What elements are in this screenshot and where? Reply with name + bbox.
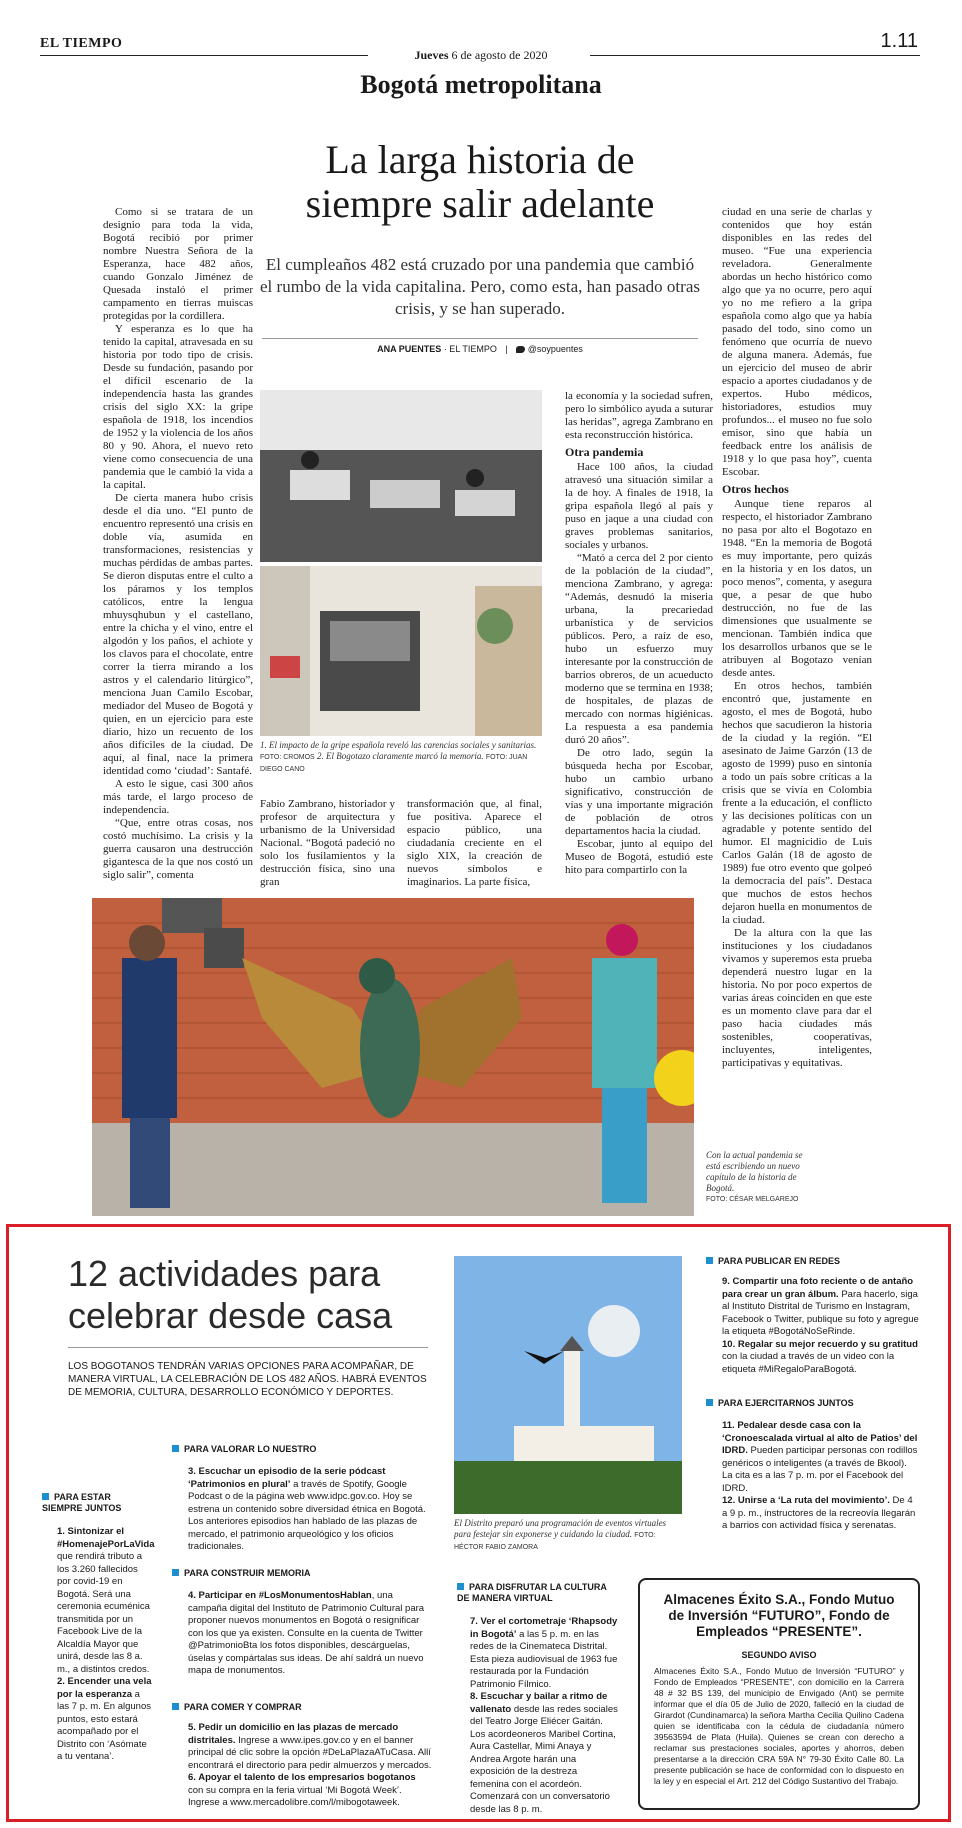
activity-text: a las 7 p. m. En algunos puntos, esto estará acompañado por el Distrito con ‘Asómate a tu ventana’. <box>57 1688 151 1762</box>
activity-item <box>57 1526 153 1676</box>
paragraph: “Que, entre otras cosas, nos costó muchísimo. La crisis y la guerra causaron una destrucción gigantesca de la que nos costó un siglo salir”, comenta <box>103 817 253 881</box>
costume-bird-photo-art <box>92 898 694 1216</box>
activity-list-cultura <box>470 1616 618 1816</box>
headline-line-2: siempre salir adelante <box>305 181 655 226</box>
category-redes: PARA PUBLICAR EN REDES <box>706 1256 920 1267</box>
page-number: 1.11 <box>880 30 918 52</box>
deck-rule <box>262 338 698 339</box>
notice-subtitle: SEGUNDO AVISO <box>741 1650 817 1660</box>
paragraph: Escobar, junto al equipo del Museo de Bogotá, estudió este hito para compartirlo con la <box>565 838 713 876</box>
activity-text: , una campaña digital del Instituto de Patrimonio Cultural para proponer nuevos monumentos en Bogotá o resignificar con los que ya existen. Consulte en la cuenta de Twitter @PatrimonioBta los fotos disponibles, descárguelas, úselas y compártalas sus ideas. De ahí saldrá un nuevo mapa de monumentos. <box>188 1590 425 1676</box>
activity-title: 9. Compartir una foto reciente o de antaño para crear un gran álbum. <box>722 1276 914 1300</box>
paragraph: Como si se tratara de un designio para toda la vida, Bogotá recibió por primer nombre Nuestra Señora de la Esperanza, hace 482 años, cuando Gonzalo Jiménez de Quesada instaló el primer campamento en tierras muiscas protegidas por la cordillera. <box>103 206 253 322</box>
feature-photo-caption <box>454 1518 682 1553</box>
activity-title: 3. Escuchar un episodio de la serie pódcast ‘Patrimonios en plural’ <box>188 1466 386 1490</box>
monserrate-photo <box>454 1256 682 1514</box>
category-memoria: PARA CONSTRUIR MEMORIA <box>172 1568 432 1579</box>
activity-item <box>57 1676 153 1764</box>
article-column-2a <box>260 798 395 889</box>
activity-text: Para hacerlo, siga al Instituto Distrital de Turismo en Instagram, Facebook o Twitter, publique su foto y agregue la etiqueta #BogotáNoSeRinde. <box>722 1288 919 1337</box>
paragraph: transformación que, al final, fue positiva. Aparece el espacio público, una ciudadanía creciente en el siglo XIX, la creación de nuevos símbolos e imaginarios. La parte física, <box>407 798 542 888</box>
paragraph: De la altura con la que las instituciones y los ciudadanos vivamos y superemos esta prueba dependerá nuestro lugar en la historia. No por poco expertos de varias áreas coinciden en que este es un momento clave para dar el paso hacia ciudades más sostenibles, cooperativas, incluyentes, inteligentes, participativas y equitativas. <box>722 927 872 1069</box>
activity-list-ejercitar <box>722 1420 920 1533</box>
masthead-rule-right <box>590 55 920 56</box>
paragraph: De cierta manera hubo crisis desde el día uno. “El punto de encuentro representó una crisis en doble vía, asumida en transformaciones, resistencias y muchas pérdidas de ambas partes. Se dieron disputas entre el culto a los páramos y los templos católicos, entre la lengua mhuysqhubun y el castellano, entre la chicha y el vino, entre el algodón y los paños, el achiote y los clavos para el chocolate, entre correr la tierra mirando a los astros y el calendario litúrgico”, menciona Juan Camilo Escobar, mediador del Museo de Bogotá y quien, en un ejercicio para este diario, hizo un recuento de los años difíciles de la ciudad. De aquí, al final, nace la primera identidad como ‘ciudad’: Santafé. <box>103 492 253 777</box>
category-comer: PARA COMER Y COMPRAR <box>172 1702 432 1713</box>
article-column-1 <box>103 206 253 882</box>
activity-item <box>470 1691 618 1816</box>
paragraph: A esto le sigue, casi 300 años más tarde, el largo proceso de independencia. <box>103 778 253 816</box>
activity-title: 1. Sintonizar el #HomenajePorLaVida <box>57 1526 155 1550</box>
caption-credit: FOTO: CÉSAR MELGAREJO <box>706 1196 799 1203</box>
notice-title: Almacenes Éxito S.A., Fondo Mutuo de Inversión “FUTURO”, Fondo de Empleados “PRESENTE”. <box>663 1592 895 1639</box>
paragraph: Y esperanza es lo que ha tenido la capital, atravesada en su historia por todo tipo de crisis. Desde su fundación, pasando por el difícil escenario de la independencia hasta las grandes crisis del siglo XX: la gripe española de 1918, los incendios de 1952 y la violencia de los años 80 y 90. Ahora, el nuevo reto viene como consecuencia de una pandemia que le cambió la vida a la capital. <box>103 323 253 491</box>
flu-hospital-photo <box>260 390 542 562</box>
activity-title: 6. Apoyar el talento de los empresarios bogotanos <box>188 1772 416 1783</box>
activity-list-redes <box>722 1276 920 1376</box>
activity-title: 2. Encender una vela por la esperanza <box>57 1676 152 1700</box>
brand-logo: EL TIEMPO <box>40 36 123 51</box>
section-title: Bogotá metropolitana <box>360 70 602 99</box>
paragraph: ciudad en una serie de charlas y contenidos que hoy están disponibles en las redes del museo. “Fue una experiencia reveladora. Generalmente abordas un hecho histórico como algo que ya no ocurre, pero aquí yo no me refiero a la gripa española como algo que ya había pasado del todo, sino como un fenómeno que ocurría de nuevo de alguna manera. Además, fue un ejercicio del museo de abrir espacio a aportes ciudadanos y de expertos. Hubo médicos, historiadores, estudios muy profundos... el museo no fue solo emisor, sino que había un feedback entre los análisis de 1918 y lo que pasa hoy”, cuenta Escobar. <box>722 206 872 478</box>
activity-title: 11. Pedalear desde casa con la ‘Cronoescalada virtual al alto de Patios’ del IDRD. <box>722 1420 918 1456</box>
subheading: Otros hechos <box>722 482 789 496</box>
activity-list-estar <box>57 1526 153 1764</box>
activity-item <box>188 1590 432 1678</box>
activity-item <box>722 1339 920 1377</box>
caption-credit: FOTO: CROMOS <box>260 754 315 761</box>
activity-list-valorar <box>188 1466 432 1554</box>
article-headline <box>230 138 730 226</box>
costume-bird-photo <box>92 898 694 1216</box>
activity-item <box>722 1420 920 1495</box>
category-cultura: PARA DISFRUTAR LA CULTURA DE MANERA VIRTUAL <box>457 1582 617 1604</box>
activity-list-comer <box>188 1722 432 1810</box>
activity-text: desde las redes sociales del Teatro Jorge Eliécer Gaitán. Los acordeoneros Maribel Cortina, Aura Castellar, Mimi Anaya y Andrea Argote harán una exposición de la destreza femenina con el acordeón. Comenzará con un conversatorio desde las 8 p. m. <box>470 1703 618 1815</box>
activity-item <box>722 1495 920 1533</box>
category-valorar: PARA VALORAR LO NUESTRO <box>172 1444 432 1455</box>
feature-title: 12 actividades para celebrar desde casa <box>68 1253 393 1336</box>
subheading: Otra pandemia <box>565 445 644 459</box>
activity-title: 5. Pedir un domicilio en las plazas de mercado distritales. <box>188 1722 399 1746</box>
activity-item <box>470 1616 618 1691</box>
photo1-caption <box>260 740 542 775</box>
feature-title-rule <box>68 1347 428 1348</box>
byline: ANA PUENTES · EL TIEMPO | @soypuentes <box>377 344 583 354</box>
activity-title: 12. Unirse a ‘La ruta del movimiento’. <box>722 1495 890 1506</box>
caption-text: El Distrito preparó una programación de eventos virtuales para festejar sin exponerse y cuidando la ciudad. <box>454 1518 667 1539</box>
caption-text: 1. El impacto de la gripe española reveló las carencias sociales y sanitarias. <box>260 740 537 750</box>
activity-text: a las 5 p. m. en las redes de la Cinemateca Distrital. Esta pieza audiovisual de 1963 fue restaurada por la Fundación Patrimonio Fílmico. <box>470 1628 618 1690</box>
headline-line-1: La larga historia de <box>325 137 635 182</box>
caption-text-2: 2. El Bogotazo claramente marcó la memoria. <box>316 751 484 761</box>
paragraph: Hace 100 años, la ciudad atravesó una situación similar a la de hoy. A finales de 1918, la gripa española llegó al país y puso en jaque a una ciudad con graves problemas sanitarios, sociales y urbanos. <box>565 461 713 551</box>
feature-intro: LOS BOGOTANOS TENDRÁN VARIAS OPCIONES PARA ACOMPAÑAR, DE MANERA VIRTUAL, LA CELEBRACIÓN DE LOS 482 AÑOS. HABRÁ EVENTOS DE MEMORIA, CULTURA, DESARROLLO ECONÓMICO Y DEPORTES. <box>68 1361 427 1398</box>
activity-item <box>188 1722 432 1772</box>
activity-text: Pueden participar personas con rodillos genéricos o inteligentes (a través de Bkool). La cita es a las 7 p. m. por el Facebook del IDRD. <box>722 1445 918 1494</box>
caption-credit: FOTO: HÉCTOR FABIO ZAMORA <box>454 1532 656 1551</box>
article-column-4 <box>722 206 872 1070</box>
date-rest: 6 de agosto de 2020 <box>451 48 548 62</box>
paragraph: “Mató a cerca del 2 por ciento de la población de la ciudad”, menciona Zambrano, y agrega: “Además, desnudó la miseria urbana, la precariedad urbanística y de servicios públicos. Pero, a raíz de eso, hubo un esfuerzo muy interesante por la construcción de barrios obreros, de un acueducto moderno que se termina en 1938; de hospitales, de plazas de mercado con normas higiénicas. La respuesta a esa pandemia duró 20 años”. <box>565 552 713 746</box>
article-column-2b <box>407 798 542 889</box>
byline-outlet: · EL TIEMPO <box>443 344 497 354</box>
date-day: Jueves <box>414 48 449 62</box>
category-ejercitar: PARA EJERCITARNOS JUNTOS <box>706 1398 920 1409</box>
caption-text: Con la actual pandemia se está escribiendo un nuevo capítulo de la historia de Bogotá. <box>706 1150 803 1193</box>
activity-title: 7. Ver el cortometraje ‘Rhapsody in Bogotá’ <box>470 1616 618 1640</box>
paragraph: la economía y la sociedad sufren, pero lo simbólico ayuda a suturar las heridas”, agrega Zambrano en esta reconstrucción histórica. <box>565 390 713 441</box>
paragraph: De otro lado, según la búsqueda hecha por Escobar, hubo un cambio urbano significativo, construcción de vías y una importante migración de población de otros departamentos hacia la ciudad. <box>565 747 713 837</box>
activity-text: que rendirá tributo a los 3.260 fallecidos por covid-19 en Bogotá. Será una ceremonia ecuménica transmitida por un Facebook Live de la Alcaldía Mayor que unirá, desde las 8 a. m., a distintos credos. <box>57 1551 150 1675</box>
activity-title: 4. Participar en #LosMonumentosHablan <box>188 1590 372 1601</box>
activity-title: 8. Escuchar y bailar a ritmo de vallenato <box>470 1691 608 1715</box>
twitter-icon <box>516 346 525 353</box>
category-estar-juntos: PARA ESTAR SIEMPRE JUNTOS <box>42 1492 152 1514</box>
paragraph: Aunque tiene reparos al respecto, el historiador Zambrano no pasa por alto el Bogotazo en 1948. “En la memoria de Bogotá es muy importante, pero quizás en la historia y en los datos, un poco menos”, comenta, y asegura que, a pesar de que hubo destrucción, no fue de las dimensiones que usualmente se mencionan. También indica que los desarrollos urbanos que se le atribuyen al Bogotazo venían desde antes. <box>722 498 872 679</box>
byline-author: ANA PUENTES <box>377 344 442 354</box>
activity-text: con su compra en la feria virtual ‘Mi Bogotá Week’. Ingrese a www.mercadolibre.com/l/mibogotaweek. <box>188 1784 402 1808</box>
caption-credit-2: FOTO: JUAN DIEGO CANO <box>260 754 528 773</box>
legal-notice <box>638 1578 920 1810</box>
activity-title: 10. Regalar su mejor recuerdo y su gratitud <box>722 1338 918 1350</box>
article-deck: El cumpleaños 482 está cruzado por una pandemia que cambió el rumbo de la vida capitalina. Pero, como esta, han pasado otras crisis, y se han superado. <box>260 255 700 318</box>
paragraph: En otros hechos, también encontró que, justamente en agosto, el mes de Bogotá, hubo hechos que sacudieron la historia de la ciudad y la región. “El asesinato de Jaime Garzón (13 de agosto de 1999) puso en sintonía a todo un país sobre críticas a la crisis que se vivía en Colombia frente a la educación, el conflicto y las decisiones políticas con un agradable y potente sentido del humor. El magnicidio de Luis Carlos Galán (18 de agosto de 1989) fue otro evento que golpeó la democracia del país”. Destaca que muchos de estos hechos dejaron huella en monumentos de la ciudad. <box>722 680 872 926</box>
activity-list-memoria <box>188 1590 432 1678</box>
activity-text: Ingrese a www.ipes.gov.co y en el banner principal dé clic sobre la opción #DeLaPlazaATuCasa. Allí encontrará el directorio para pedir almuerzos y mercados. <box>188 1734 432 1771</box>
monserrate-photo-art <box>454 1256 682 1514</box>
bogotazo-photo <box>260 566 542 736</box>
activity-text: a través de Spotify, Google Podcast o de la página web www.idpc.gov.co. Hoy se estrena un contenido sobre diversidad étnica en Bogotá. Los anteriores episodios han hablado de las plazas de mercado, el patrimonio arqueológico y los oficios tradicionales. <box>188 1478 426 1552</box>
flu-hospital-photo-art <box>260 390 542 562</box>
activity-text: con la ciudad a través de un video con la etiqueta #MiRegaloParaBogotá. <box>722 1351 895 1375</box>
bogotazo-photo-art <box>260 566 542 736</box>
activity-item <box>188 1772 432 1810</box>
activity-item <box>188 1466 432 1554</box>
byline-handle: @soypuentes <box>527 344 583 354</box>
photo2-caption <box>706 1150 816 1205</box>
notice-body: Almacenes Éxito S.A., Fondo Mutuo de Inversión “FUTURO” y Fondo de Empleados “PRESENTE”, con domicilio en la Carrera 48 # 32 BS 139, del municipio de Envigado (Ant) se permite informar que el día 05 de Julio de 2020, falleció en la ciudad de Girardot (Cundinamarca) la señora Martha Cecilia Quilino Cadena quien se identificaba con la cédula de ciudadanía número 39563594 de Plata (Huila). Quienes se crean con derecho a reclamar sus prestaciones sociales, aportes y ahorros, deben presentarse a la dirección CRA 59A N° 79-30 Éxito Calle 80. La presente publicación se hace de conformidad con lo dispuesto en la ley y en especial el Art. 212 del Código Sustantivo del Trabajo. <box>654 1666 904 1786</box>
article-column-3 <box>565 390 713 877</box>
activity-text: De 4 a 9 p. m., instructores de la recreovía llegarán a barrios con actividad física y serenatas. <box>722 1495 916 1531</box>
paragraph: Fabio Zambrano, historiador y profesor de arquitectura y urbanismo de la Universidad Nacional. “Bogotá padeció no solo los fusilamientos y la destrucción física, sino una gran <box>260 798 395 888</box>
activity-item <box>722 1276 920 1339</box>
